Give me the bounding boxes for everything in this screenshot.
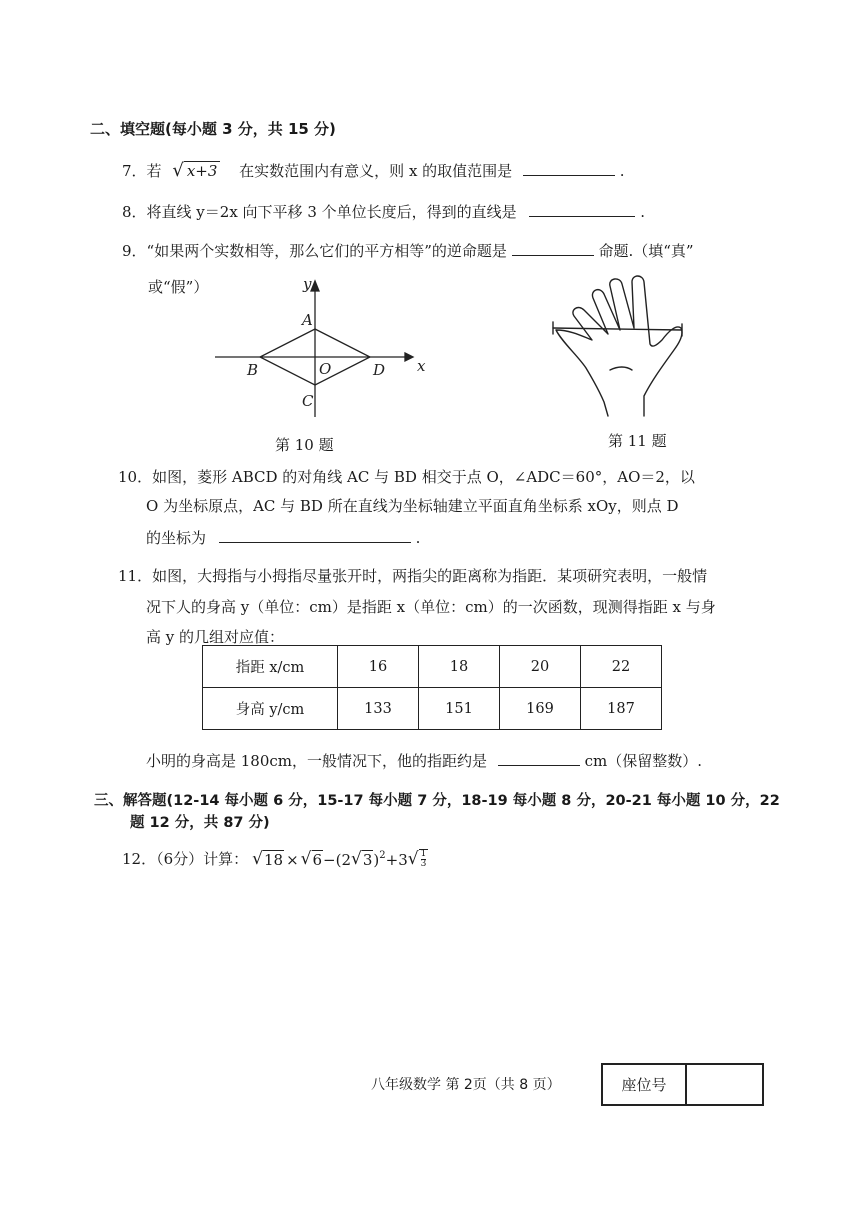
question-8 (122, 201, 645, 222)
section2-heading: 二、填空题(每小题 3 分，共 15 分) (90, 120, 336, 138)
q10-line3 (146, 527, 420, 548)
q7-number: 7．若 (122, 162, 162, 180)
q12-times: × (286, 851, 299, 869)
q10-end: . (415, 529, 421, 547)
table-cell: 16 (338, 646, 419, 688)
y-axis-arrow (311, 281, 319, 291)
q11-followup-end: cm（保留整数）. (584, 752, 702, 770)
q11-followup-text: 小明的身高是 180cm，一般情况下，他的指距约是 (146, 752, 488, 770)
q11-answer-blank[interactable] (498, 751, 580, 766)
table-row (203, 646, 662, 688)
table-cell: 187 (581, 688, 662, 730)
q8-end: . (640, 203, 645, 221)
hand-outline (556, 276, 682, 416)
q12-close: ) (373, 851, 380, 869)
table-cell: 22 (581, 646, 662, 688)
x-axis-arrow (405, 353, 413, 361)
q7-end: . (619, 162, 625, 180)
q11-line2: 况下人的身高 y（单位：cm）是指距 x（单位：cm）的一次函数，现测得指距 x 与身 (146, 598, 716, 616)
q12-expression: √ 18 × √ 6 −(2 √ 3 ) $^2$ +3 √ $\frac{1}{3}$ (252, 849, 427, 869)
label-D: D (373, 361, 386, 379)
q10-line3-text: 的坐标为 (146, 529, 207, 547)
q12-minus: −(2 (323, 851, 352, 869)
label-x: x (417, 357, 426, 375)
page-footer: 八年级数学 第 2页（共 8 页） (371, 1077, 561, 1093)
q9-text: 9．“如果两个实数相等，那么它们的平方相等”的逆命题是 (122, 242, 507, 260)
seat-number-label: 座位号 (603, 1065, 687, 1104)
q10-line2: O 为坐标原点，AC 与 BD 所在直线为坐标轴建立平面直角坐标系 xOy，则点 D (146, 497, 679, 515)
q7-radicand: x+3 (184, 161, 221, 180)
q12-radicand-2: 6 (312, 851, 323, 869)
q11-line1: 11．如图，大拇指与小拇指尽量张开时，两指尖的距离称为指距．某项研究表明，一般情 (118, 567, 708, 585)
palm-crease (610, 367, 632, 370)
q11-data-table (202, 645, 662, 730)
q12-fraction-den: 3 (420, 859, 427, 869)
label-B: B (247, 361, 259, 379)
table-cell: 18 (419, 646, 500, 688)
label-C: C (302, 392, 314, 410)
q12-radicand-3: 3 (362, 851, 373, 869)
figure-11-hand (548, 270, 698, 420)
question-9 (122, 240, 694, 261)
q8-text: 8．将直线 y＝2x 向下平移 3 个单位长度后，得到的直线是 (122, 203, 517, 221)
label-y: y (303, 275, 312, 293)
q12-plus: +3 (385, 851, 408, 869)
q12-prefix: 12．（6分）计算： (122, 850, 249, 868)
q12-fraction-num: 1 (420, 849, 427, 859)
q9-answer-blank[interactable] (512, 241, 594, 256)
q7-answer-blank[interactable] (523, 161, 615, 176)
q12-fraction (419, 849, 429, 869)
table-cell: 指距 x/cm (203, 646, 338, 688)
section3-heading-line1: 三、解答题(12-14 每小题 6 分，15-17 每小题 7 分，18-19 每小题 8 分，20-21 每小题 10 分，22 (94, 793, 780, 809)
figure-10-rhombus (205, 275, 435, 425)
q10-answer-blank[interactable] (219, 528, 411, 543)
table-row (203, 688, 662, 730)
q7-text: 在实数范围内有意义，则 x 的取值范围是 (239, 162, 513, 180)
q12-square: 2 (379, 850, 386, 861)
question-12 (122, 848, 428, 869)
span-line (553, 328, 682, 330)
table-cell: 20 (500, 646, 581, 688)
seat-number-field[interactable] (687, 1065, 762, 1104)
table-cell: 身高 y/cm (203, 688, 338, 730)
q8-answer-blank[interactable] (529, 202, 635, 217)
figure-10-caption: 第 10 题 (275, 436, 334, 454)
q9-after: 命题.（填“真” (598, 242, 694, 260)
table-cell: 151 (419, 688, 500, 730)
q12-radicand-1: 18 (263, 851, 284, 869)
seat-number-box (601, 1063, 764, 1106)
section3-heading-line2: 题 12 分，共 87 分) (130, 815, 270, 831)
question-7 (122, 160, 625, 181)
figure-11-caption: 第 11 题 (608, 432, 667, 450)
q11-followup (146, 750, 702, 771)
label-A: A (302, 311, 313, 329)
q9-line2: 或“假”） (148, 278, 209, 296)
q11-line3: 高 y 的几组对应值： (146, 628, 285, 646)
table-cell: 133 (338, 688, 419, 730)
q7-sqrt: √ x+3 (172, 160, 220, 181)
label-O: O (319, 360, 332, 378)
q10-line1: 10．如图，菱形 ABCD 的对角线 AC 与 BD 相交于点 O，∠ADC＝60°，AO＝2，以 (118, 468, 695, 486)
table-cell: 169 (500, 688, 581, 730)
